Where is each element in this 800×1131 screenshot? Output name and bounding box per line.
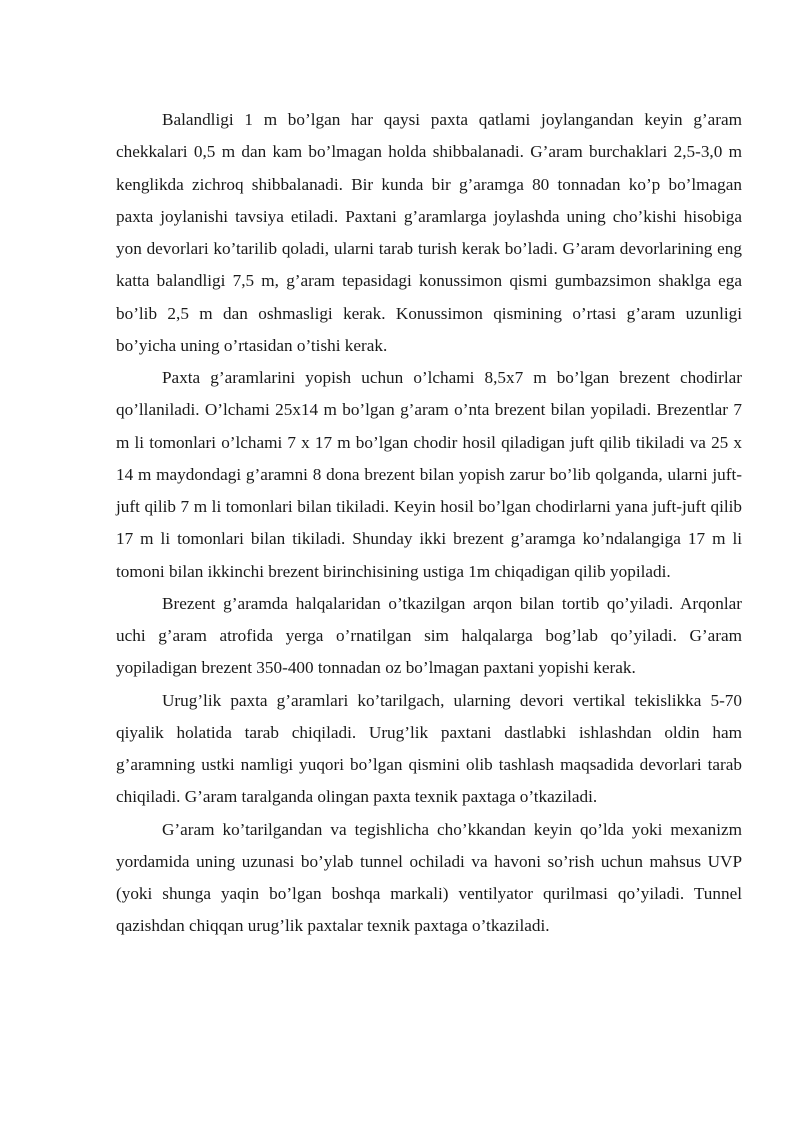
paragraph-1: Balandligi 1 m bo’lgan har qaysi paxta qatlami joylangandan keyin g’aram chekkalari 0,5 m dan kam bo’lmagan holda shibbalanadi. G’aram burchaklari 2,5-3,0 m kenglikda zichroq shibbalanadi. Bir kunda bir g’aramga 80 tonnadan ko’p bo’lmagan paxta joylanishi tavsiya etiladi. Paxtani g’aramlarga joylashda uning cho’kishi hisobiga yon devorlari ko’tarilib qoladi, ularni tarab turish kerak bo’ladi. G’aram devorlarining eng katta balandligi 7,5 m, g’aram tepasidagi konussimon qismi gumbazsimon shaklga ega bo’lib 2,5 m dan oshmasligi kerak. Konussimon qismining o’rtasi g’aram uzunligi bo’yicha uning o’rtasidan o’tishi kerak. <box>116 110 742 355</box>
paragraph-5: G’aram ko’tarilgandan va tegishlicha cho’kkandan keyin qo’lda yoki mexanizm yordamida uning uzunasi bo’ylab tunnel ochiladi va havoni so’rish uchun mahsus UVP (yoki shunga yaqin bo’lgan boshqa markali) ventilyator qurilmasi qo’yiladi. Tunnel qazishdan chiqqan urug’lik paxtalar texnik paxtaga o’tkaziladi. <box>116 819 742 936</box>
paragraph-3: Brezent g’aramda halqalaridan o’tkazilgan arqon bilan tortib qo’yiladi. Arqonlar uchi g’aram atrofida yerga o’rnatilgan sim halqalarga bog’lab qo’yiladi. G’aram yopiladigan brezent 350-400 tonnadan oz bo’lmagan paxtani yopishi kerak. <box>116 593 742 678</box>
paragraph-4: Urug’lik paxta g’aramlari ko’tarilgach, ularning devori vertikal tekislikka 5-70 qiyalik holatida tarab chiqiladi. Urug’lik paxtani dastlabki ishlashdan oldin ham g’aramning ustki namligi yuqori bo’lgan qismini olib tashlash maqsadida devorlari tarab chiqiladi. G’aram taralganda olingan paxta texnik paxtaga o’tkaziladi. <box>116 690 742 807</box>
paragraph-2: Paxta g’aramlarini yopish uchun o’lchami 8,5x7 m bo’lgan brezent chodirlar qo’llaniladi. O’lchami 25x14 m bo’lgan g’aram o’nta brezent bilan yopiladi. Brezentlar 7 m li tomonlari o’lchami 7 x 17 m bo’lgan chodir hosil qiladigan juft qilib tikiladi va 25 x 14 m maydondagi g’aramni 8 dona brezent bilan yopish zarur bo’lib qolganda, ularni juft-juft qilib 7 m li tomonlari bilan tikiladi. Keyin hosil bo’lgan chodirlarni yana juft-juft qilib 17 m li tomonlari bilan tikiladi. Shunday ikki brezent g’aramga ko’ndalangiga 17 m li tomoni bilan ikkinchi brezent birinchisining ustiga 1m chiqadigan qilib yopiladi. <box>116 368 742 581</box>
document-page <box>116 104 742 943</box>
